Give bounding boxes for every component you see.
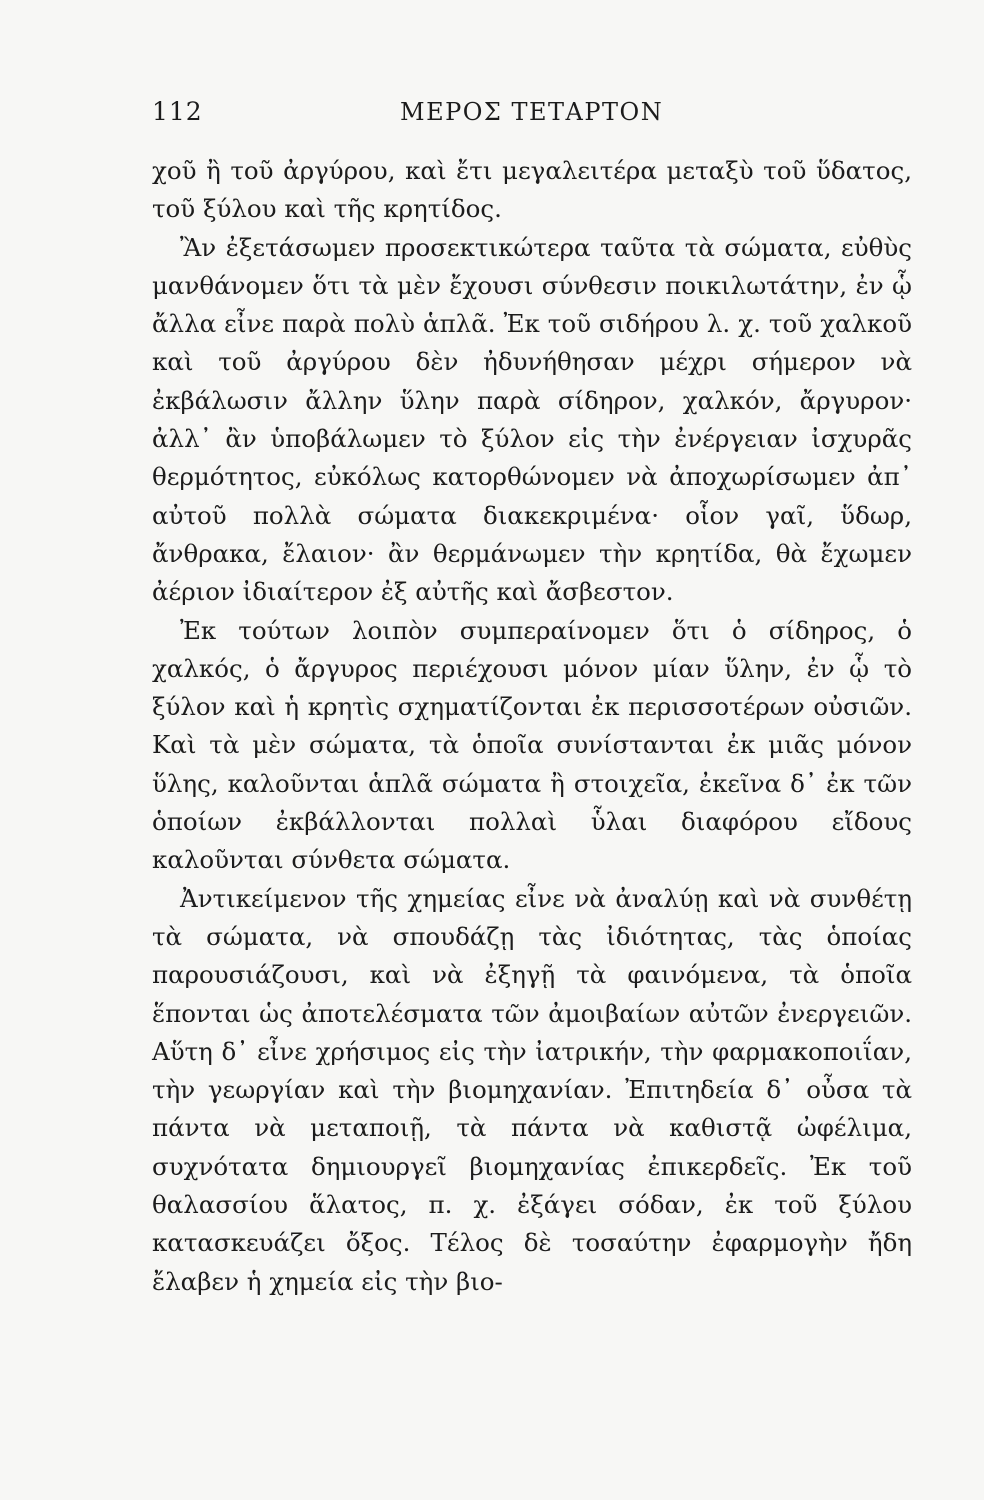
page-header <box>150 92 912 132</box>
paragraph-1: χοῦ ἢ τοῦ ἀργύρου, καὶ ἔτι μεγαλειτέρα μεταξὺ τοῦ ὕδατος, τοῦ ξύλου καὶ τῆς κρητίδος. <box>152 156 912 224</box>
paragraph-2: Ἂν ἐξετάσωμεν προσεκτικώτερα ταῦτα τὰ σώματα, εὐθὺς μανθάνομεν ὅτι τὰ μὲν ἔχουσι σύνθεσιν ποικιλωτάτην, ἐν ᾧ ἄλλα εἶνε παρὰ πολὺ ἁπλᾶ. Ἐκ τοῦ σιδήρου λ. χ. τοῦ χαλκοῦ καὶ τοῦ ἀργύρου δὲν ἠδυνήθησαν μέχρι σήμερον νὰ ἐκβάλωσιν ἄλλην ὕλην παρὰ σίδηρον, χαλκόν, ἄργυρον· ἀλλ᾽ ἂν ὑποβάλωμεν τὸ ξύλον εἰς τὴν ἐνέργειαν ἰσχυρᾶς θερμότητος, εὐκόλως κατορθώνομεν νὰ ἀποχωρίσωμεν ἀπ᾽ αὐτοῦ πολλὰ σώματα διακεκριμένα· οἷον γαῖ, ὕδωρ, ἄνθρακα, ἔλαιον· ἂν θερμάνωμεν τὴν κρητίδα, θὰ ἔχωμεν ἀέριον ἰδιαίτερον ἐξ αὐτῆς καὶ ἄσβεστον. <box>152 232 912 607</box>
running-head: ΜΕΡΟΣ ΤΕΤΑΡΤΟΝ <box>400 98 664 126</box>
page-number: 112 <box>152 97 203 126</box>
body-text <box>152 152 912 1301</box>
paragraph-3: Ἐκ τούτων λοιπὸν συμπεραίνομεν ὅτι ὁ σίδηρος, ὁ χαλκός, ὁ ἄργυρος περιέχουσι μόνον μίαν ὕλην, ἐν ᾧ τὸ ξύλον καὶ ἡ κρητὶς σχηματίζονται ἐκ περισσοτέρων οὐσιῶν. Καὶ τὰ μὲν σώματα, τὰ ὁποῖα συνίστανται ἐκ μιᾶς μόνον ὕλης, καλοῦνται ἁπλᾶ σώματα ἢ στοιχεῖα, ἐκεῖνα δ᾽ ἐκ τῶν ὁποίων ἐκβάλλονται πολλαὶ ὗλαι διαφόρου εἴδους καλοῦνται σύνθετα σώματα. <box>152 615 912 875</box>
paragraph-4: Ἀντικείμενον τῆς χημείας εἶνε νὰ ἀναλύῃ καὶ νὰ συνθέτῃ τὰ σώματα, νὰ σπουδάζῃ τὰς ἰδιότητας, τὰς ὁποίας παρουσιάζουσι, καὶ νὰ ἐξηγῇ τὰ φαινόμενα, τὰ ὁποῖα ἕπονται ὡς ἀποτελέσματα τῶν ἀμοιβαίων αὐτῶν ἐνεργειῶν. Αὕτη δ᾽ εἶνε χρήσιμος εἰς τὴν ἰατρικήν, τὴν φαρμακοποιΐαν, τὴν γεωργίαν καὶ τὴν βιομηχανίαν. Ἐπιτηδεία δ᾽ οὖσα τὰ πάντα νὰ μεταποιῇ, τὰ πάντα νὰ καθιστᾷ ὠφέλιμα, συχνότατα δημιουργεῖ βιομηχανίας ἐπικερδεῖς. Ἐκ τοῦ θαλασσίου ἅλατος, π. χ. ἐξάγει σόδαν, ἐκ τοῦ ξύλου κατασκευάζει ὄξος. Τέλος δὲ τοσαύτην ἐφαρμογὴν ἤδη ἔλαβεν ἡ χημεία εἰς τὴν βιο- <box>152 883 912 1296</box>
